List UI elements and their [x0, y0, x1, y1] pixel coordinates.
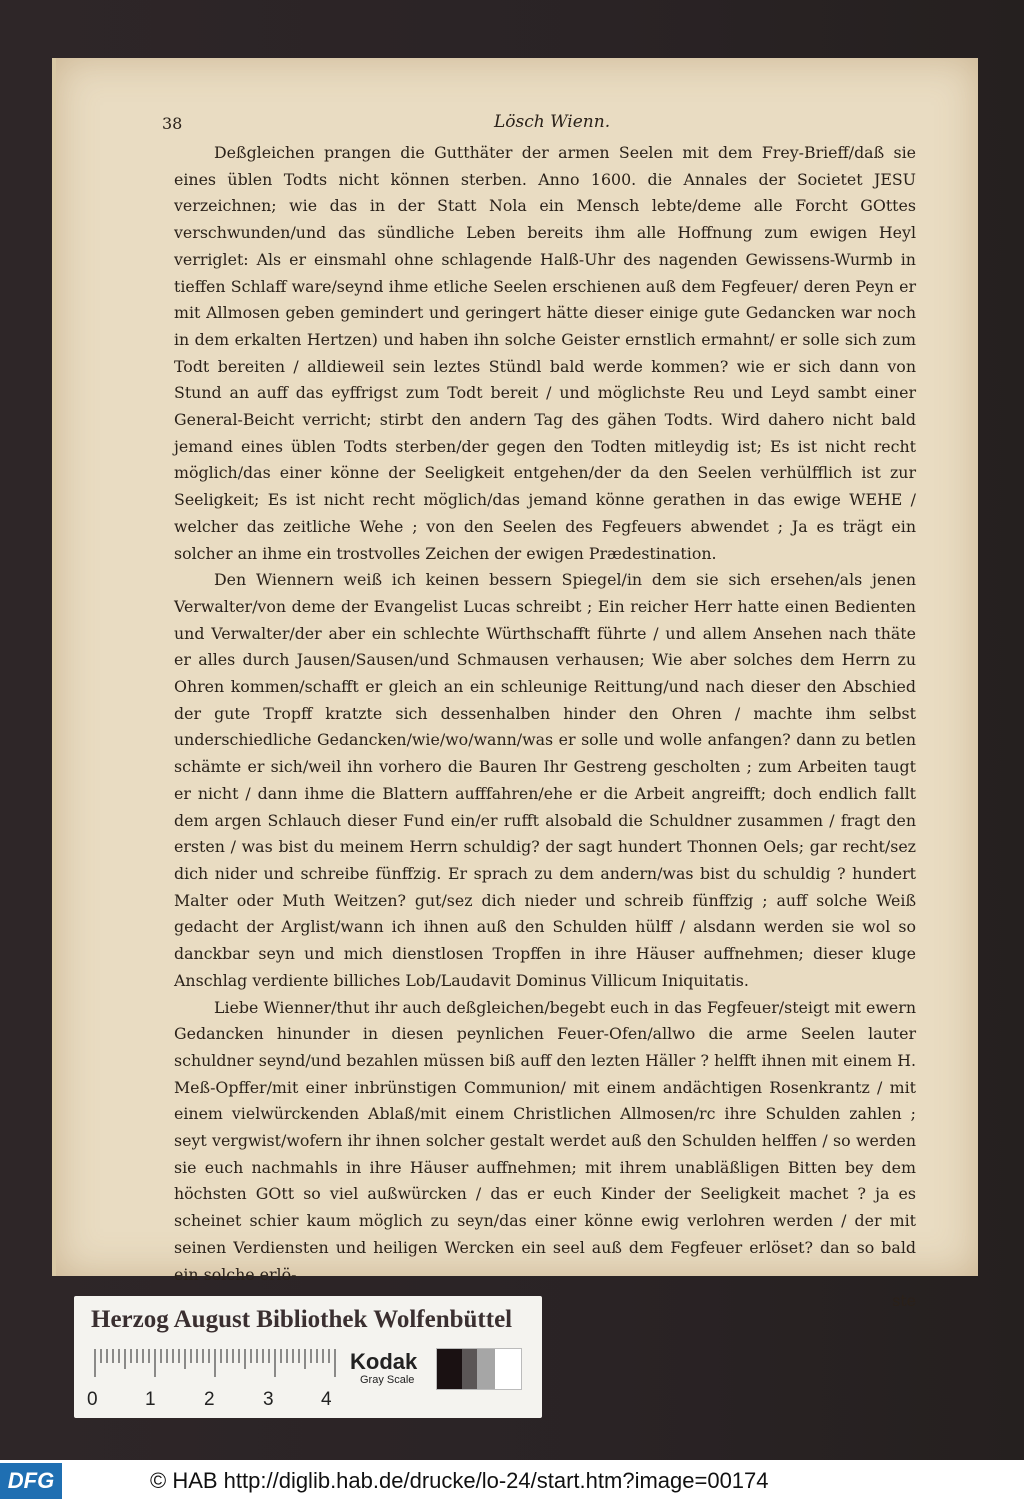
ruler-digit: 0	[87, 1389, 98, 1410]
body-text	[174, 140, 916, 1288]
page-content	[162, 108, 916, 1314]
paragraph: Liebe Wienner/thut ihr auch deßgleichen/begebt euch in das Fegfeuer/steigt mit ewern Gedancken hinunder in diesen peynlichen Feuer-Ofen/allwo die arme Seelen lauter schuldner seynd/und bezahlen müssen biß auff den lezten Häller ? helfft ihnen mit einem H. Meß-Opffer/mit einer inbrünstigen Communion/ mit einem andächtigen Rosenkrantz / mit einem vielwürckenden Ablaß/mit einem Christlichen Allmosen/rc ihre Schulden zahlen ; seyt vergwist/wofern ihr ihnen solcher gestalt werdet auß den Schulden helffen / so werden sie euch nachmahls in ihre Häuser auffnehmen; mit ihrem unabläßligen Bitten bey dem höchsten GOtt so viel außwürcken / das er euch Kinder der Seeligkeit machet ? ja es scheinet schier kaum möglich zu seyn/das einer könne ewig verlohren werden / der mit seinen Verdiensten und heiligen Wercken ein seel auß dem Fegfeuer erlöset? dan so bald ein solche erlö-	[174, 997, 916, 1284]
ruler-scale	[94, 1349, 336, 1377]
copyright-link[interactable]: © HAB http://diglib.hab.de/drucke/lo-24/start.htm?image=00174	[150, 1468, 769, 1493]
ruler-digit: 1	[145, 1389, 156, 1410]
library-label	[74, 1296, 542, 1418]
gray-scale-swatches	[436, 1348, 522, 1390]
catchword: ste	[892, 1291, 916, 1311]
paragraph: Deßgleichen prangen die Gutthäter der armen Seelen mit dem Frey-Brieff/daß sie eines üblen Todts nicht können sterben. Anno 1600. die Annales der Societet JESU verzeichnen; wie das in der Statt Nola ein Mensch lebte/deme alle Forcht GOttes verschwunden/und das sündliche Leben bereits ihm alle Hoffnung zum ewigen Heyl verriglet: Als er einsmahl ohne schlagende Halß-Uhr des nagenden Gewissens-Wurmb in tieffen Schlaff ware/seynd ihme etliche Seelen erschienen auß dem Fegfeuer/ deren Peyn er mit Allmosen geben gemindert und geringert hätte dieser einige gute Gedancken war noch in dem erkalten Hertzen) und haben ihn solche Geister ernstlich ermahnt/ er solle sich zum Todt bereiten / alldieweil sein leztes Stündl bald werde kommen? wie er sich dann von Stund an auff das eyffrigst zum Todt bereit / und möglichste Reu und Leyd sambt einer General-Beicht verricht; stirbt den andern Tag des gähen Todts. Wird dahero nicht bald jemand eines üblen Todts sterben/der gegen den Todten mitleydig ist; Es ist nicht recht möglich/das einer könne der Seeligkeit entgehen/der da den Seelen verhülfflich ist zur Seeligkeit; Es ist nicht recht möglich/das jemand könne gerathen in das ewige WEHE / welcher das zeitliche Wehe ; von den Seelen des Fegfeuers abwendet ; Ja es trägt ein solcher an ihme ein trostvolles Zeichen der ewigen Prædestination.	[174, 143, 916, 563]
kodak-brand: Kodak	[350, 1349, 418, 1374]
book-page	[52, 58, 978, 1311]
ruler-digit: 4	[321, 1389, 332, 1410]
page-header	[162, 108, 916, 140]
swatch-mid-gray	[477, 1349, 495, 1389]
swatch-white	[495, 1349, 521, 1389]
dfg-logo: DFG	[0, 1463, 62, 1499]
paragraph: Den Wiennern weiß ich keinen bessern Spiegel/in dem sie sich ersehen/als jenen Verwalter/von deme der Evangelist Lucas schreibt ; Ein reicher Herr hatte einen Bedienten und Verwalter/der aber ein schlechte Würthschafft führte / und allem Ansehen nach thäte er alles durch Jausen/Sausen/und Schmausen verhausen; Wie aber solches dem Herrn zu Ohren kommen/schafft er gleich an ein schleunige Reittung/und nach dieser den Abschied der gute Tropff kratzte sich dessenhalben hinder den Ohren / machte ihm selbst underschiedliche Gedancken/wie/wo/wann/was er solle und wolle anfangen? dann zu betlen schämte er sich/weil ihn vorhero die Bauren Ihr Gestreng gescholten ; zum Arbeiten taugt er nicht / dann ihme die Blattern aufffahren/ehe er die Arbeit angreifft; doch endlich fallt dem argen Schlauch dieser Fund ein/er rufft alsobald die Schuldner zusammen / fragt den ersten / was bist du meinem Herrn schuldig? der sagt hundert Thonnen Oels; gar recht/sez dich nider und schreibe fünffzig. Er sprach zu dem andern/was bist du schuldig ? hundert Malter oder Muth Weitzen? gut/sez dich nieder und schreib fünffzig ; auff solche Weiß gedacht der Arglist/wann ich ihnen auß den Schulden hülff / alsdann werden sie wol so danckbar seyn und mich dienstlosen Tropffen in ihre Häuser auffnehmen; dieser kluge Anschlag verdiente billiches Lob/Laudavit Dominus Villicum Iniquitatis.	[174, 570, 916, 990]
running-title: Lösch Wienn.	[494, 112, 611, 132]
page-number: 38	[162, 114, 183, 133]
footer-bar	[0, 1460, 1024, 1503]
library-name: Herzog August Bibliothek Wolfenbüttel	[91, 1306, 513, 1333]
kodak-mark	[350, 1351, 417, 1387]
swatch-dark-gray	[462, 1349, 477, 1389]
ruler-digit: 2	[204, 1389, 215, 1410]
ruler-digits	[87, 1389, 357, 1413]
ruler-digit: 3	[263, 1389, 274, 1410]
kodak-subtitle: Gray Scale	[360, 1374, 415, 1386]
swatch-black	[437, 1349, 462, 1389]
